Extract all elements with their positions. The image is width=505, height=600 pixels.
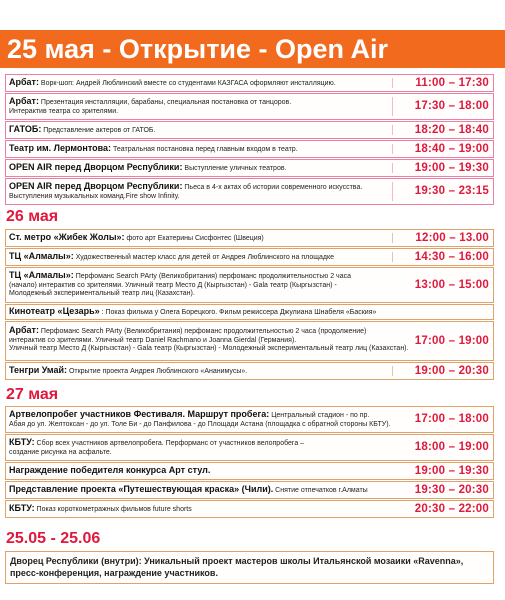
list-item: Артвелопробег участников Фестиваля. Маршрут пробега: Центральный стадион - по пр. Абая до ул. Желтоксан - до ул. Толе Би - до Панфилова - до Площади Астана (площадка с обратной стороны КБТУ). 17:00 – 18:00 (5, 406, 494, 433)
event-time: 18:40 – 19:00 (414, 143, 489, 155)
event-time: 19:30 – 23:15 (414, 185, 489, 197)
section-title-26-may: 26 мая (6, 208, 59, 225)
event-time: 19:00 – 19:30 (414, 162, 489, 174)
event-time: 13:00 – 15:00 (414, 279, 489, 291)
event-time: 19:00 – 19:30 (414, 465, 489, 477)
list-item: Арбат: Презентация инсталляции, барабаны, специальная постановка от танцоров. Интерактив театра со зрителями. 17:30 – 18:00 (5, 93, 494, 120)
list-item: Кинотеатр «Цезарь» : Показ фильма у Олега Борецкого. Фильм режиссера Джулиана Шнабеля «Баския» (5, 304, 494, 320)
list-item: Представление проекта «Путешествующая краска» (Чили). Снятие отпечатков г.Алматы 19:30 – 20:30 (5, 481, 494, 499)
list-item: ТЦ «Алмалы»: Перфоманс Search PArty (Великобритания) перфоманс продолжительностью 2 часа (начало) интерактив со зрителями. Уличный театр Место Д (Кыргызстан) - Gala театр (Кыргызстан) - Молодежный экспериментальный театр лиц (Казахстан). 13:00 – 15:00 (5, 267, 494, 303)
list-item: Тенгри Умай: Открытие проекта Андрея Люблинского «Ананимусы». 19:00 – 20:30 (5, 362, 494, 380)
event-time: 18:20 – 18:40 (414, 124, 489, 136)
list-item: ТЦ «Алмалы»: Художественный мастер класс для детей от Андрея Люблинского на площадке 14:30 – 16:00 (5, 248, 494, 266)
event-time: 17:00 – 19:00 (414, 335, 489, 347)
list-item: OPEN AIR перед Дворцом Республики: Пьеса в 4-х актах об истории современного искусства. Выступления музыкальных команд.Fire show Infinity. 19:30 – 23:15 (5, 178, 494, 205)
section-title-27-may: 27 мая (6, 386, 59, 403)
list-item: Дворец Республики (внутри): Уникальный проект мастеров школы Итальянской мозаики «Ravenna», пресс-конференция, награждение участников. (5, 551, 494, 584)
list-item: OPEN AIR перед Дворцом Республики: Выступление уличных театров. 19:00 – 19:30 (5, 159, 494, 177)
list-item: КБТУ: Показ короткометражных фильмов future shorts 20:30 – 22:00 (5, 500, 494, 518)
list-item: Ст. метро «Жибек Жолы»: фото арт Екатерины Сисфонтес (Швеция) 12:00 – 13.00 (5, 229, 494, 247)
list-item: Арбат: Ворк-шоп: Андрей Люблинский вместе со студентами КАЗГАСА оформляют инсталляцию. 11:00 – 17:30 (5, 74, 494, 92)
event-time: 14:30 – 16:00 (414, 251, 489, 263)
event-time: 19:30 – 20:30 (414, 484, 489, 496)
event-time: 17:30 – 18:00 (414, 100, 489, 112)
list-item: КБТУ: Сбор всех участников артвелопробега. Перформанс от участников велопробега – создание рисунка на асфальте. 18:00 – 19:00 (5, 434, 494, 461)
list-item: Арбат: Перфоманс Search PArty (Великобритания) перфоманс продолжительностью 2 часа (продолжение) интерактив со зрителями. Уличный театр Daniel Rachmano и Joanna Gierdal (Германия). Уличный театр Место Д (Кыргызстан) - Gala театр (Кыргызстан) - Молодежный экспериментальный театр лиц (Казахстан). 17:00 – 19:00 (5, 321, 494, 361)
event-time: 20:30 – 22:00 (414, 503, 489, 515)
event-time: 17:00 – 18:00 (414, 413, 489, 425)
page-title: 25 мая - Открытие - Open Air (0, 30, 505, 68)
section-title-long-run: 25.05 - 25.06 (6, 530, 101, 547)
event-time: 19:00 – 20:30 (414, 365, 489, 377)
list-item: Театр им. Лермонтова: Театральная постановка перед главным входом в театр. 18:40 – 19:00 (5, 140, 494, 158)
event-time: 18:00 – 19:00 (414, 441, 489, 453)
list-item: Награждение победителя конкурса Арт стул. 19:00 – 19:30 (5, 462, 494, 480)
event-time: 11:00 – 17:30 (415, 77, 489, 89)
event-time: 12:00 – 13.00 (415, 232, 489, 244)
list-item: ГАТОБ: Представление актеров от ГАТОБ. 18:20 – 18:40 (5, 121, 494, 139)
